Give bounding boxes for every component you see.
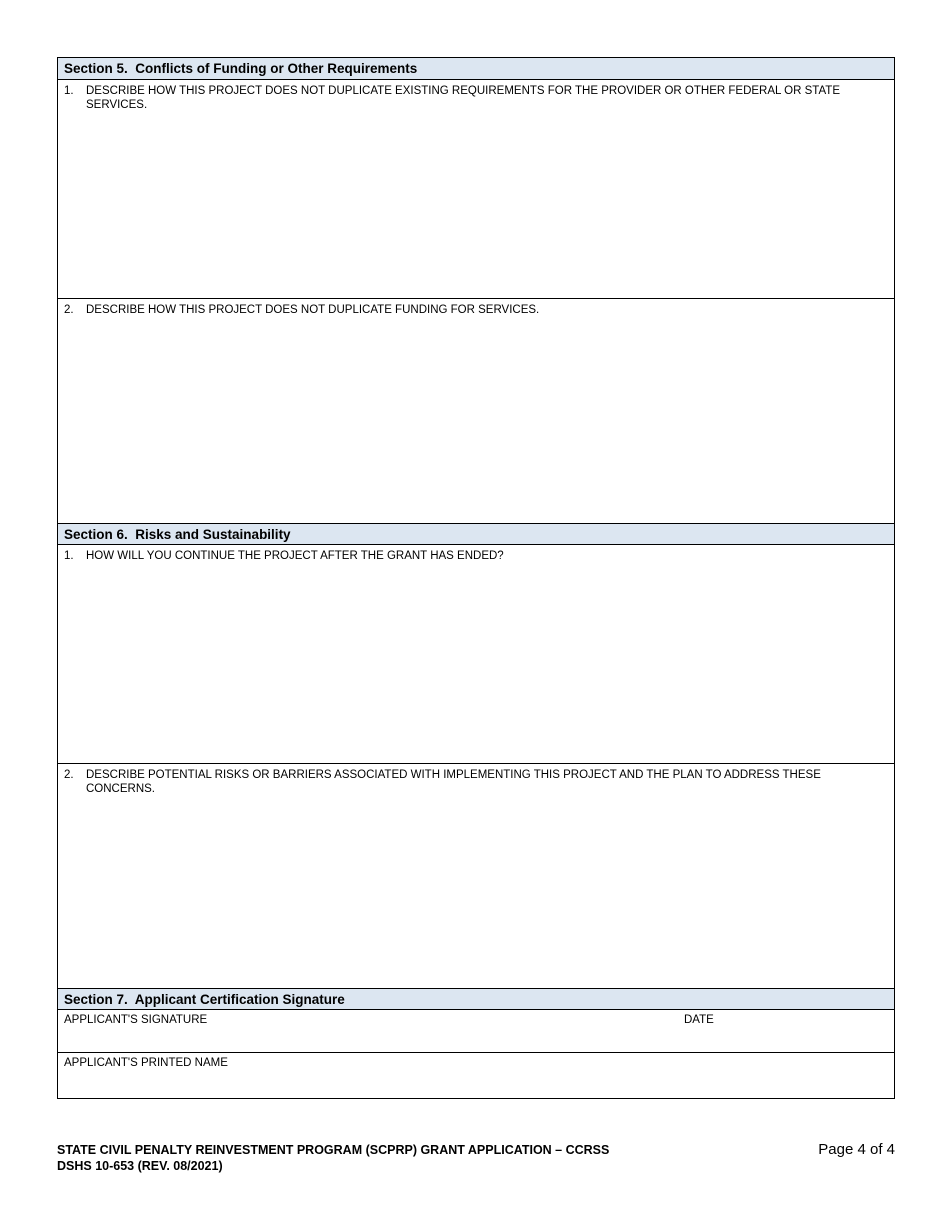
section6-question1-answer-field[interactable] [58,544,894,763]
signature-date-field[interactable] [678,1010,894,1030]
page-indicator: Page 4 of 4 [818,1141,895,1158]
question-number: 1. [64,85,74,97]
question-text: HOW WILL YOU CONTINUE THE PROJECT AFTER THE GRANT HAS ENDED? [86,550,504,562]
section5-question1-answer-field[interactable] [58,79,894,298]
applicant-printed-name-field[interactable] [58,1052,894,1098]
section5-question2-label [64,303,888,317]
grant-application-form [57,57,895,1099]
section-7-header [58,988,894,1009]
section5-question1-label [64,84,888,112]
date-label: DATE [684,1014,714,1026]
footer-title: STATE CIVIL PENALTY REINVESTMENT PROGRAM (SCPRP) GRANT APPLICATION – CCRSS [57,1143,610,1157]
question-text: DESCRIBE HOW THIS PROJECT DOES NOT DUPLICATE EXISTING REQUIREMENTS FOR THE PROVIDER OR OTHER FEDERAL OR STATE SERVICES. [86,85,840,111]
section5-question2-answer-field[interactable] [58,298,894,523]
section6-question1-label [64,549,888,563]
question-number: 2. [64,769,74,781]
section-5-title: Section 5. Conflicts of Funding or Other Requirements [64,61,418,76]
question-number: 2. [64,304,74,316]
section-7-title: Section 7. Applicant Certification Signature [64,991,345,1007]
footer-form-identity [57,1142,609,1174]
section-6-title: Section 6. Risks and Sustainability [64,526,291,542]
question-text: DESCRIBE POTENTIAL RISKS OR BARRIERS ASSOCIATED WITH IMPLEMENTING THIS PROJECT AND THE PLAN TO ADDRESS THESE CONCERNS. [86,769,821,795]
page-footer [57,1142,895,1174]
applicant-signature-label: APPLICANT'S SIGNATURE [64,1014,208,1026]
footer-form-number: DSHS 10-653 (REV. 08/2021) [57,1159,223,1173]
question-number: 1. [64,550,74,562]
signature-date-row [58,1009,894,1052]
section6-question2-label [64,768,888,796]
section6-question2-answer-field[interactable] [58,763,894,988]
applicant-printed-name-label: APPLICANT'S PRINTED NAME [64,1057,228,1069]
section-6-header [58,523,894,544]
section-5-header [58,58,894,79]
applicant-signature-field[interactable] [58,1010,678,1030]
question-text: DESCRIBE HOW THIS PROJECT DOES NOT DUPLICATE FUNDING FOR SERVICES. [86,304,540,316]
